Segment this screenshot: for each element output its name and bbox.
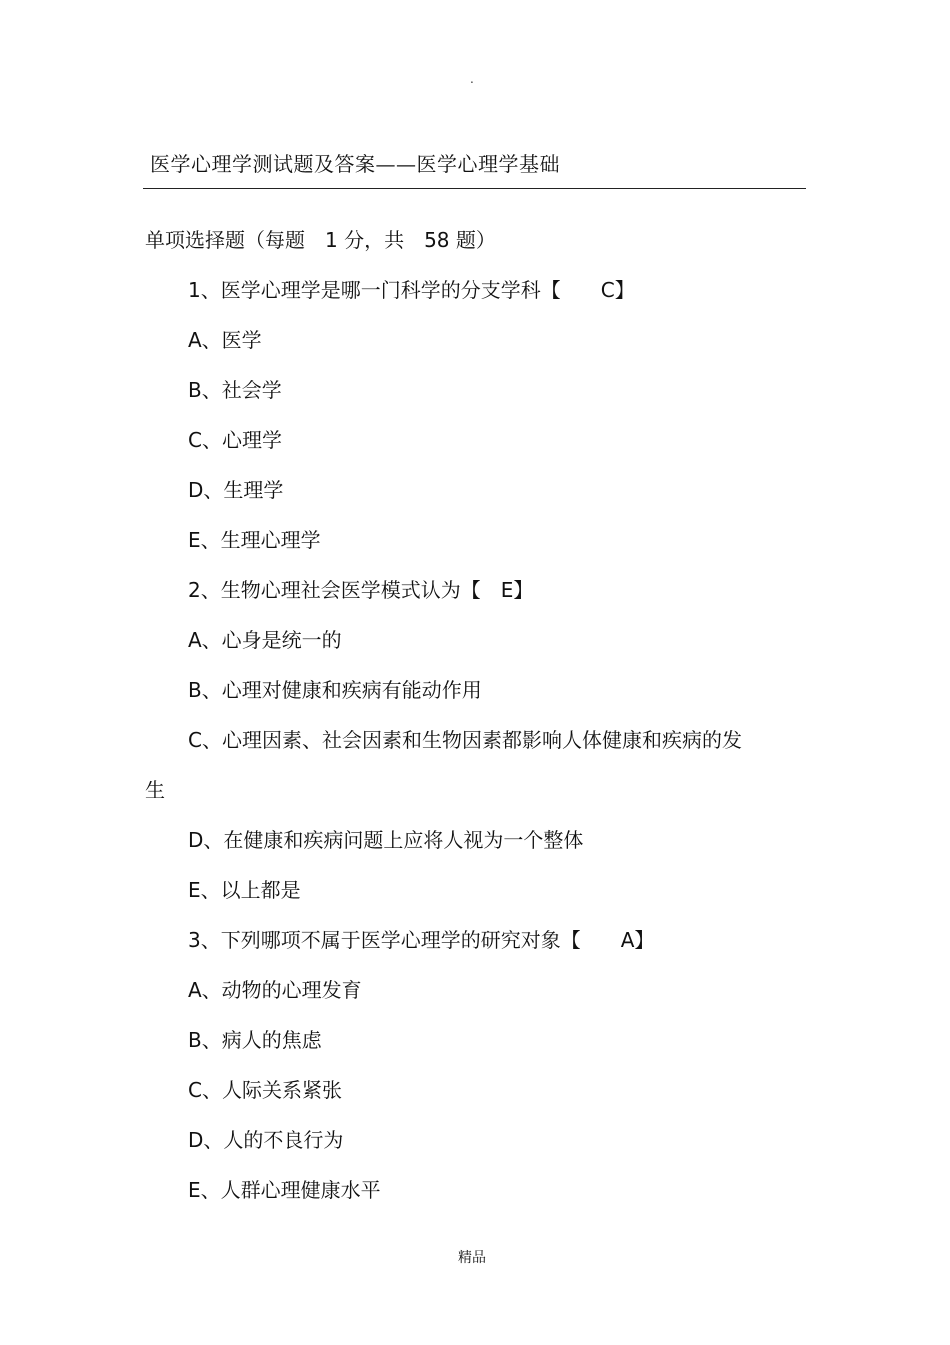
question-3-option-c: C、人际关系紧张 <box>188 1078 342 1102</box>
title-divider <box>143 188 806 189</box>
question-2-option-e: E、以上都是 <box>188 878 301 902</box>
question-3-option-a: A、动物的心理发育 <box>188 978 362 1002</box>
question-1-option-b: B、社会学 <box>188 378 282 402</box>
question-3-option-d: D、人的不良行为 <box>188 1128 344 1152</box>
document-title: 医学心理学测试题及答案——医学心理学基础 <box>150 152 560 176</box>
question-1-option-e: E、生理心理学 <box>188 528 321 552</box>
question-1-option-d: D、生理学 <box>188 478 284 502</box>
question-1: 1、医学心理学是哪一门科学的分支学科【 C】 <box>188 278 635 302</box>
question-2-option-b: B、心理对健康和疾病有能动作用 <box>188 678 482 702</box>
question-1-option-c: C、心理学 <box>188 428 282 452</box>
header-dot: . <box>470 72 474 86</box>
question-2-option-d: D、在健康和疾病问题上应将人视为一个整体 <box>188 828 584 852</box>
question-2-option-c-continued: 生 <box>145 778 165 802</box>
page-footer: 精品 <box>458 1250 486 1266</box>
question-3-option-b: B、病人的焦虑 <box>188 1028 322 1052</box>
question-3: 3、下列哪项不属于医学心理学的研究对象【 A】 <box>188 928 655 952</box>
question-2: 2、生物心理社会医学模式认为【 E】 <box>188 578 534 602</box>
question-2-option-a: A、心身是统一的 <box>188 628 342 652</box>
question-3-option-e: E、人群心理健康水平 <box>188 1178 381 1202</box>
question-2-option-c: C、心理因素、社会因素和生物因素都影响人体健康和疾病的发 <box>188 728 742 752</box>
question-1-option-a: A、医学 <box>188 328 262 352</box>
section-heading: 单项选择题（每题 1 分，共 58 题） <box>145 228 496 252</box>
